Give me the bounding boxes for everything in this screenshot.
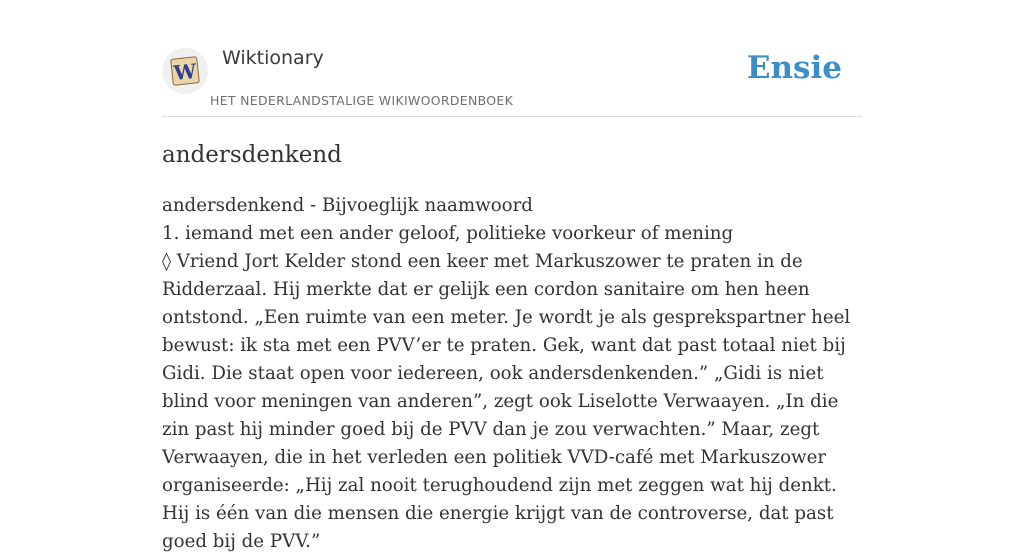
- entry-content: [162, 138, 864, 556]
- svg-text:W: W: [172, 58, 198, 86]
- definition-header: andersdenkend - Bijvoeglijk naamwoord: [162, 195, 533, 216]
- example-quote: ◊ Vriend Jort Kelder stond een keer met Markuszower te praten in de Ridderzaal. Hij merkte dat er gelijk een cordon sanitaire om hen heen ontstond. „Een ruimte van een meter. Je wordt je als gesprekspartner heel bewust: ik sta met een PVV’er te praten. Gek, want dat past totaal niet bij Gidi. Die staat open voor iedereen, ook andersdenkenden.” „Gidi is niet blind voor meningen van anderen”, zegt ook Liselotte Verwaayen. „In die zin past hij minder goed bij de PVV dan je zou verwachten.” Maar, zegt Verwaayen, die in het verleden een politiek VVD-café met Markuszower organiseerde: „Hij zal nooit terughoudend zijn met zeggen wat hij denkt. Hij is één van die mensen die energie krijgt van de controverse, dat past goed bij de PVV.”: [162, 251, 851, 552]
- ensie-link[interactable]: Ensie: [746, 50, 842, 86]
- site-tagline: HET NEDERLANDSTALIGE WIKIWOORDENBOEK: [210, 93, 514, 108]
- wiktionary-logo-icon: [168, 54, 202, 88]
- definition-meaning: 1. iemand met een ander geloof, politieke voorkeur of mening: [162, 223, 734, 244]
- site-header: [162, 40, 862, 117]
- site-name[interactable]: Wiktionary: [222, 47, 324, 69]
- entry-body: [162, 192, 864, 556]
- entry-title: andersdenkend: [162, 142, 342, 168]
- wiktionary-logo[interactable]: [162, 48, 208, 94]
